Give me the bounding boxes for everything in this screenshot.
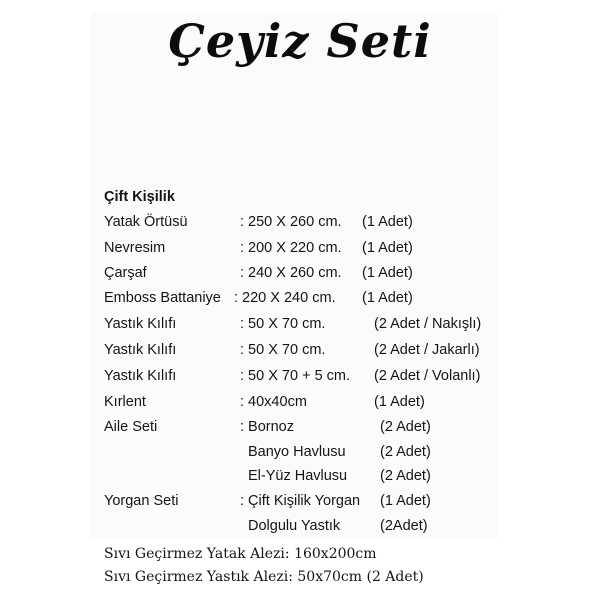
item-qty: (1 Adet) — [362, 214, 413, 230]
item-size: : 50 X 70 cm. — [240, 342, 326, 358]
item-qty: (1 Adet) — [362, 265, 413, 281]
item-qty: (1 Adet) — [374, 394, 425, 410]
item-name: Çarşaf — [104, 265, 147, 281]
footer-note: Sıvı Geçirmez Yatak Alezi: 160x200cm — [104, 546, 377, 562]
group-item-qty: (2 Adet) — [380, 419, 431, 435]
group-item-label: Dolgulu Yastık — [248, 518, 341, 534]
item-qty: (2 Adet / Volanlı) — [374, 368, 481, 384]
page-title: Çeyiz Seti — [168, 14, 432, 68]
item-name: Nevresim — [104, 240, 166, 256]
item-qty: (1 Adet) — [362, 290, 413, 306]
item-size: : 40x40cm — [240, 394, 307, 410]
group-item-label: El-Yüz Havlusu — [248, 468, 348, 484]
item-size: : 200 X 220 cm. — [240, 240, 342, 256]
item-name: Yastık Kılıfı — [104, 316, 177, 332]
group-item-qty: (2 Adet) — [380, 444, 431, 460]
item-qty: (1 Adet) — [362, 240, 413, 256]
item-qty: (2 Adet / Jakarlı) — [374, 342, 480, 358]
group-item-qty: (1 Adet) — [380, 493, 431, 509]
item-size: : 240 X 260 cm. — [240, 265, 342, 281]
item-size: : 220 X 240 cm. — [234, 290, 336, 306]
section-heading: Çift Kişilik — [104, 189, 175, 205]
group-item-qty: (2Adet) — [380, 518, 428, 534]
item-name: Yastık Kılıfı — [104, 342, 177, 358]
item-size: : 50 X 70 cm. — [240, 316, 326, 332]
group-name: Aile Seti — [104, 419, 158, 435]
group-item-label: Banyo Havlusu — [248, 444, 346, 460]
item-size: : 50 X 70 + 5 cm. — [240, 368, 351, 384]
item-name: Yatak Örtüsü — [104, 214, 188, 230]
item-name: Emboss Battaniye — [104, 290, 221, 306]
footer-note: Sıvı Geçirmez Yastık Alezi: 50x70cm (2 Adet) — [104, 569, 424, 585]
group-item-label: : Çift Kişilik Yorgan — [240, 493, 361, 509]
group-item-label: : Bornoz — [240, 419, 294, 435]
item-qty: (2 Adet / Nakışlı) — [374, 316, 482, 332]
item-name: Kırlent — [104, 394, 146, 410]
item-size: : 250 X 260 cm. — [240, 214, 342, 230]
item-name: Yastık Kılıfı — [104, 368, 177, 384]
group-item-qty: (2 Adet) — [380, 468, 431, 484]
group-name: Yorgan Seti — [104, 493, 179, 509]
